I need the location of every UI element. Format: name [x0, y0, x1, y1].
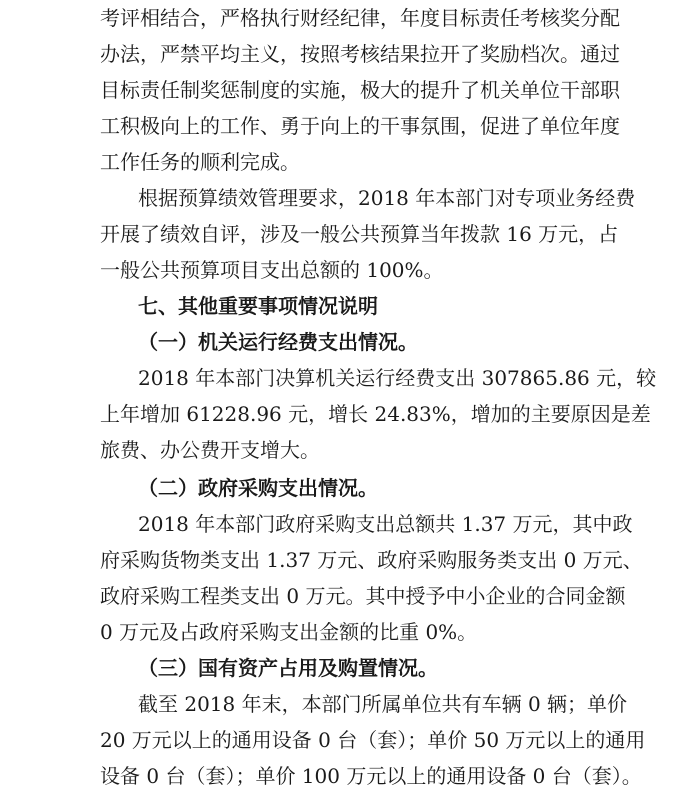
- text-line: 工作任务的顺利完成。: [100, 150, 300, 174]
- subsection-heading: （二）政府采购支出情况。: [138, 476, 378, 500]
- text-line: 设备 0 台（套）；单价 100 万元以上的通用设备 0 台（套）。: [100, 764, 642, 788]
- subsection-heading: （三）国有资产占用及购置情况。: [138, 656, 438, 680]
- text-line: 上年增加 61228.96 元，增长 24.83%，增加的主要原因是差: [100, 402, 651, 426]
- text-line: 考评相结合，严格执行财经纪律，年度目标责任考核奖分配: [100, 6, 620, 30]
- subsection-heading: （一）机关运行经费支出情况。: [138, 330, 418, 354]
- text-line: 政府采购工程类支出 0 万元。其中授予中小企业的合同金额: [100, 584, 626, 608]
- text-line: 一般公共预算项目支出总额的 100%。: [100, 258, 444, 282]
- text-line: 2018 年本部门决算机关运行经费支出 307865.86 元，较: [138, 366, 657, 390]
- text-line: 府采购货物类支出 1.37 万元、政府采购服务类支出 0 万元、: [100, 548, 643, 572]
- text-line: 根据预算绩效管理要求，2018 年本部门对专项业务经费: [138, 186, 636, 210]
- text-line: 开展了绩效自评，涉及一般公共预算当年拨款 16 万元，占: [100, 222, 619, 246]
- text-line: 旅费、办公费开支增大。: [100, 438, 320, 462]
- text-line: 截至 2018 年末，本部门所属单位共有车辆 0 辆；单价: [138, 692, 628, 716]
- text-line: 20 万元以上的通用设备 0 台（套）；单价 50 万元以上的通用: [100, 728, 646, 752]
- text-line: 0 万元及占政府采购支出金额的比重 0%。: [100, 620, 478, 644]
- text-line: 办法，严禁平均主义，按照考核结果拉开了奖励档次。通过: [100, 42, 620, 66]
- text-line: 目标责任制奖惩制度的实施，极大的提升了机关单位干部职: [100, 78, 620, 102]
- section-heading: 七、其他重要事项情况说明: [138, 294, 378, 318]
- text-line: 工积极向上的工作、勇于向上的干事氛围，促进了单位年度: [100, 114, 620, 138]
- text-line: 2018 年本部门政府采购支出总额共 1.37 万元，其中政: [138, 512, 633, 536]
